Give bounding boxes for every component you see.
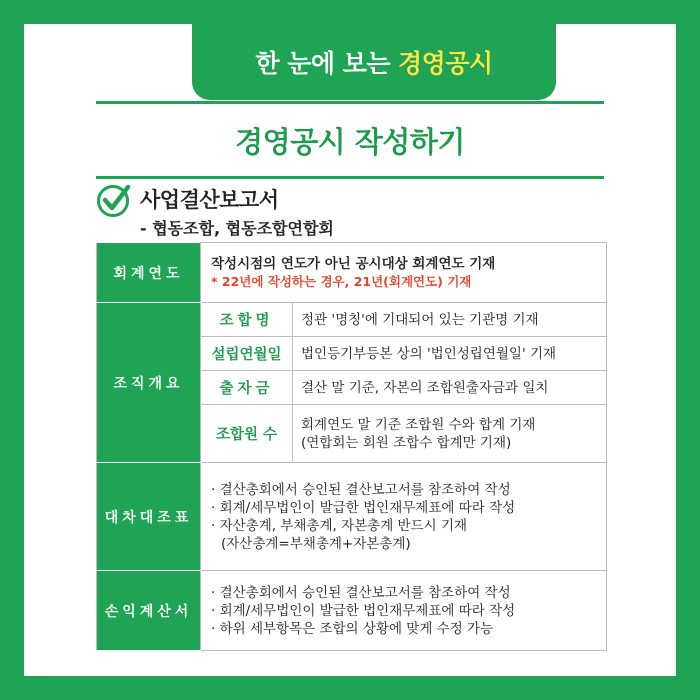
check-circle-icon [96,182,132,218]
title-rule-bottom [96,176,604,179]
table-row [97,243,607,303]
header-highlight: 경영공시 [398,49,493,78]
row-label-balance-sheet: 대차대조표 [97,463,201,571]
page-title: 경영공시 작성하기 [235,124,465,159]
income-statement-line: · 결산총회에서 승인된 결산보고서를 참조하여 작성 [211,584,511,601]
fiscal-year-line1: 작성시점의 연도가 아닌 공시대상 회계연도 기재 [211,255,496,272]
table-row [97,463,607,571]
org-item-desc: 정관 '명칭'에 기대되어 있는 기관명 기재 [293,303,607,337]
section-subtitle: - 협동조합, 협동조합연합회 [140,219,334,238]
balance-sheet-desc [201,463,607,571]
disclosure-table [96,242,607,651]
balance-sheet-line: (자산총계=부채총계+자본총계) [221,535,411,552]
fiscal-year-desc [201,243,607,303]
balance-sheet-line: · 자산총계, 부채총계, 자본총계 반드시 기재 [211,517,468,534]
org-item-label: 조합원 수 [201,405,293,463]
row-label-org: 조직개요 [97,303,201,463]
title-rule-top [96,101,604,104]
org-item-label: 설립연월일 [201,337,293,371]
section-title: 사업결산보고서 [140,188,279,212]
header-tab [192,24,556,100]
org-item-desc: 법인등기부등본 상의 '법인성립연월일' 기재 [293,337,607,371]
header-prefix: 한 눈에 보는 [255,49,391,78]
org-item-label: 조합명 [201,303,293,337]
org-item-label: 출자금 [201,371,293,405]
org-item-desc: 결산 말 기준, 자본의 조합원출자금과 일치 [293,371,607,405]
income-statement-line: · 회계/세무법인이 발급한 법인재무제표에 따라 작성 [211,602,516,619]
org-item-desc [293,405,607,463]
balance-sheet-line: · 결산총회에서 승인된 결산보고서를 참조하여 작성 [211,481,511,498]
org-member-desc-line2: (연합회는 회원 조합수 합계만 기재) [301,434,512,451]
fiscal-year-note: * 22년에 작성하는 경우, 21년(회계연도) 기재 [211,273,472,289]
table-row [97,303,607,337]
row-label-fiscal-year: 회계연도 [97,243,201,303]
income-statement-desc [201,571,607,651]
row-label-income-statement: 손익계산서 [97,571,201,651]
balance-sheet-line: · 회계/세무법인이 발급한 법인재무제표에 따라 작성 [211,499,516,516]
table-row [97,571,607,651]
org-member-desc-line1: 회계연도 말 기준 조합원 수와 합계 기재 [301,416,536,433]
income-statement-line: · 하위 세부항목은 조합의 상황에 맞게 수정 가능 [211,620,494,637]
